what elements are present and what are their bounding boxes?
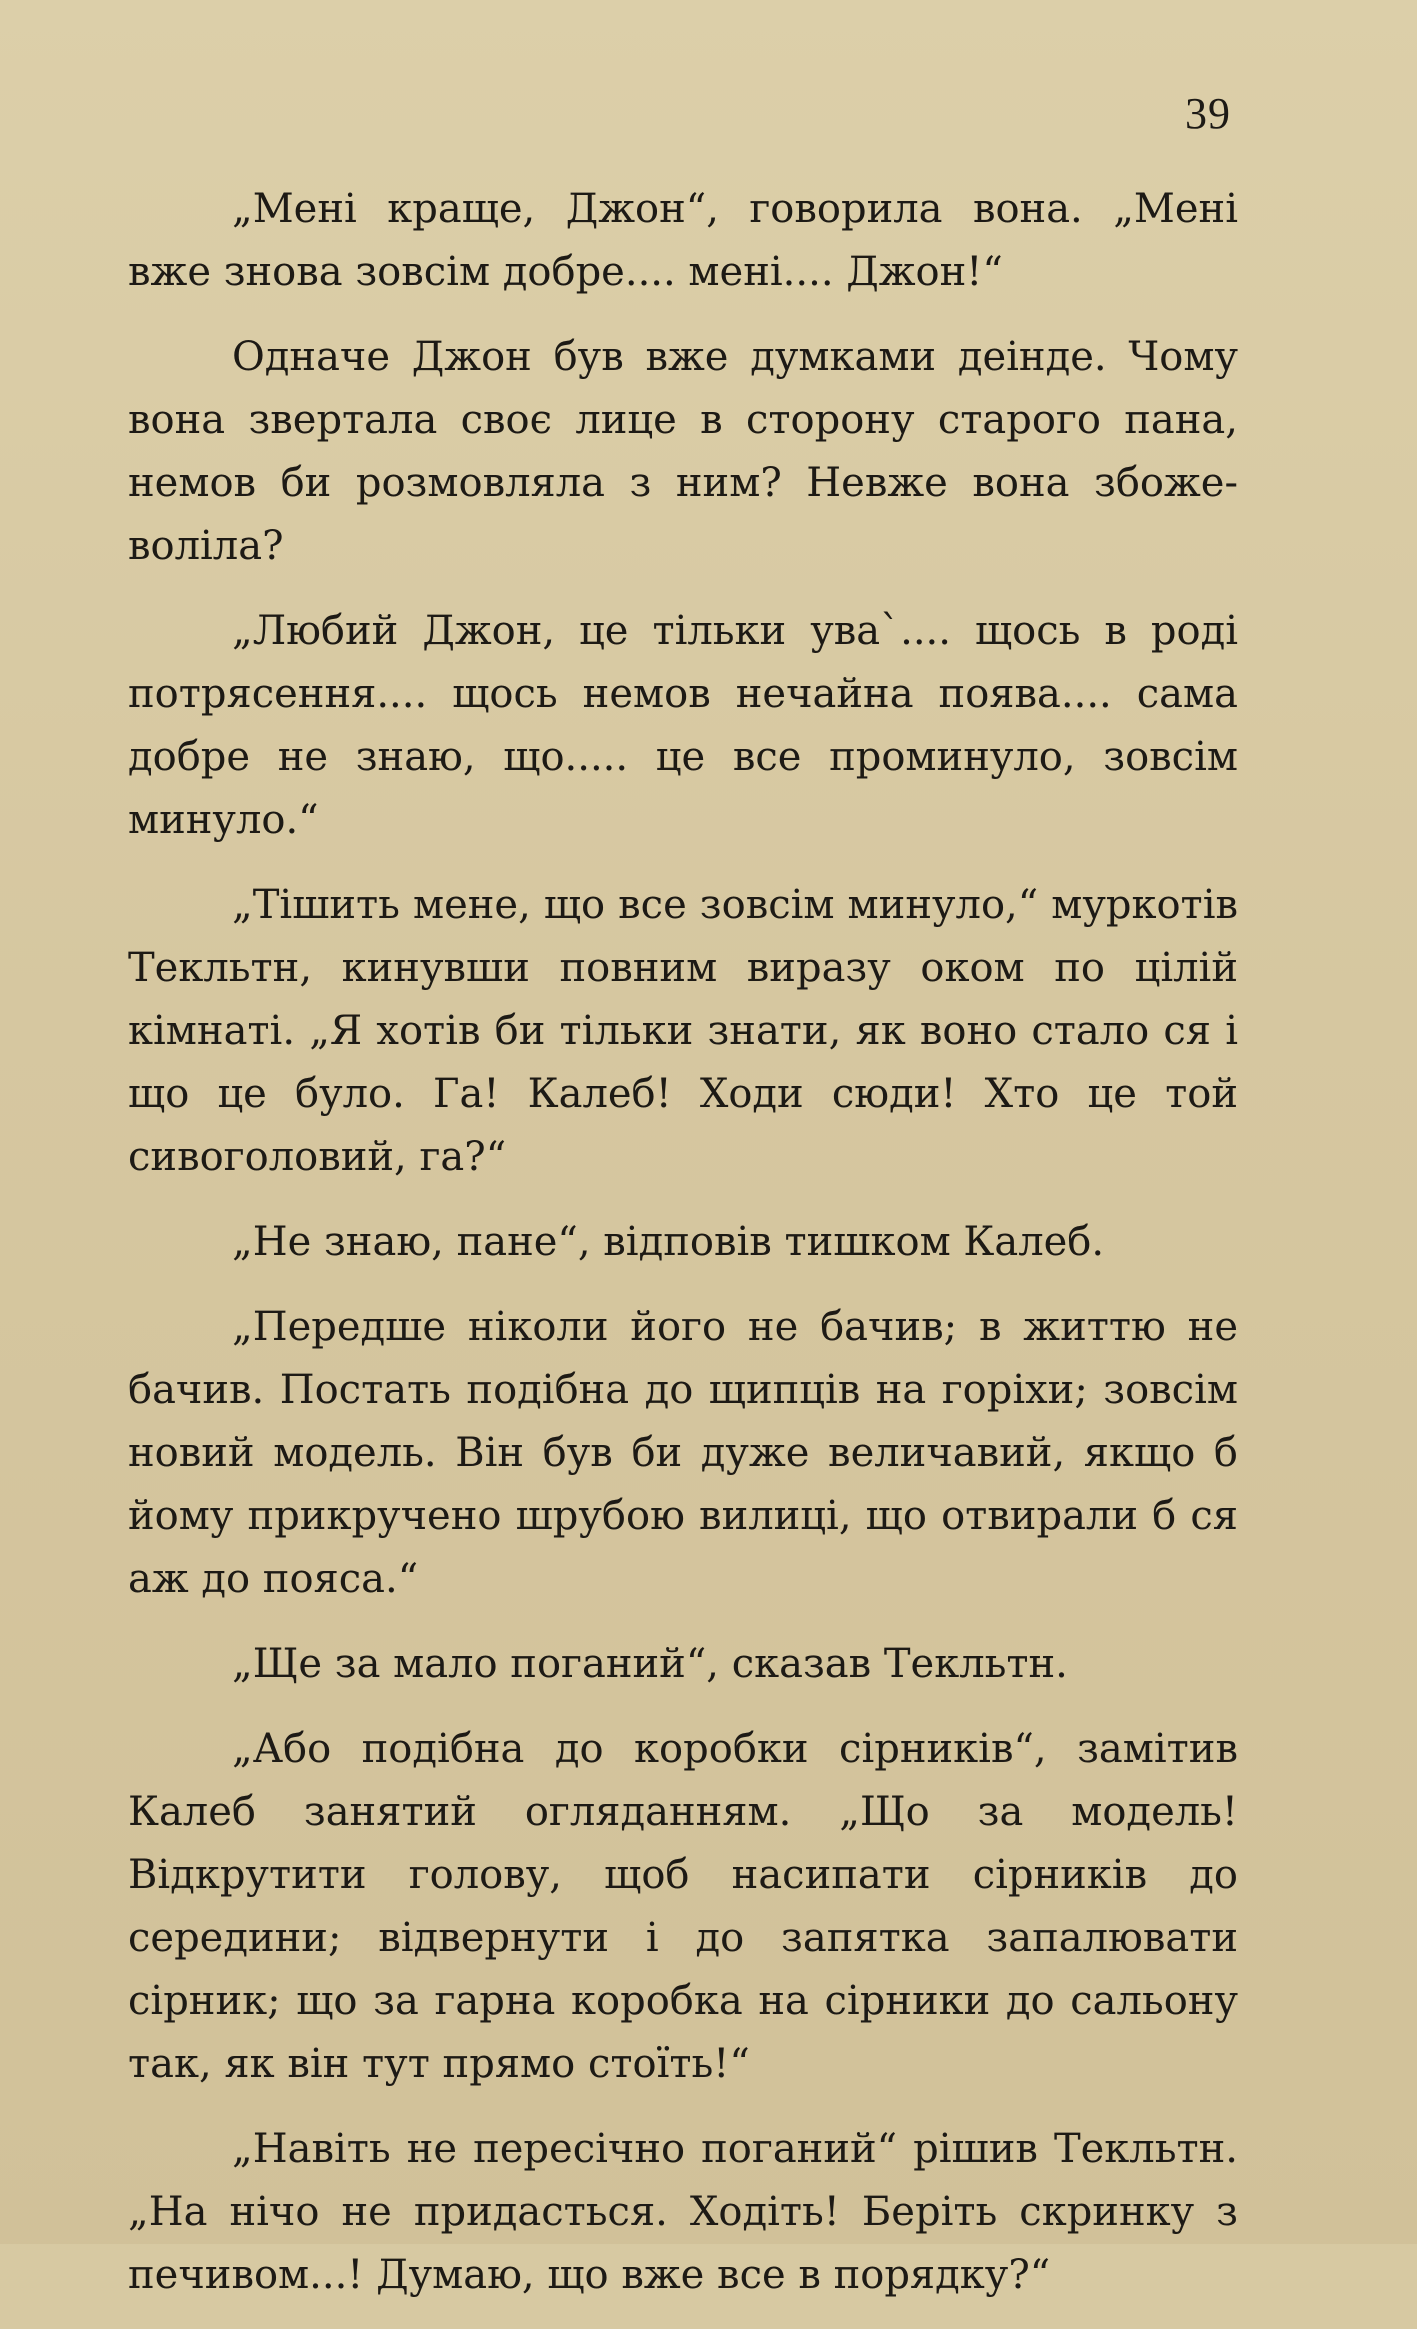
paragraph: „Навіть не пересічно поганий“ рішив Текльтн. „На нічо не придасться. Ходіть! Беріть скринку з печивом...! Думаю, що вже все в порядку?“ (128, 2126, 1238, 2298)
paragraph: „Тішить мене, що все зовсім минуло,“ муркотів Текльтн, кинувши повним виразу оком по цілій кімнаті. „Я хотів би тільки знати, як воно стало ся і що це було. Га! Калеб! Ходи сюди! Хто це той сивоголовий, га?“ (128, 882, 1238, 1180)
body-text (128, 178, 1238, 2329)
paragraph: „Або подібна до коробки сірників“, замітив Калеб занятий огляданням. „Що за модель! Відкрутити голову, щоб насипати сірників до середини; відвернути і до запятка запалювати сірник; що за гарна коробка на сірники до сальону так, як він тут прямо стоїть!“ (128, 1726, 1238, 2087)
paragraph: „Мені краще, Джон“, говорила вона. „Мені вже знова зовсім добре.... мені.... Джон!“ (128, 186, 1238, 295)
paragraph: „Ще за мало поганий“, сказав Текльтн. (232, 1641, 1068, 1687)
paragraph: „Не знаю, пане“, відповів тишком Калеб. (232, 1219, 1105, 1265)
paragraph: Одначе Джон був вже думками деінде. Чому вона звертала своє лице в сторону старого пана, немов би розмовляла з ним? Невже вона збоже-воліла? (128, 334, 1238, 569)
page-number: 39 (1185, 89, 1231, 138)
paragraph: „Передше ніколи його не бачив; в життю не бачив. Постать подібна до щипців на горіхи; зовсім новий модель. Він був би дуже величавий, якщо б йому прикручено шрубою вилиці, що отвирали б ся аж до пояса.“ (128, 1304, 1238, 1602)
paragraph: „Любий Джон, це тільки ува`.... щось в роді потрясення.... щось немов нечайна поява.... сама добре не знаю, що..... це все проминуло, зовсім минуло.“ (128, 608, 1238, 843)
